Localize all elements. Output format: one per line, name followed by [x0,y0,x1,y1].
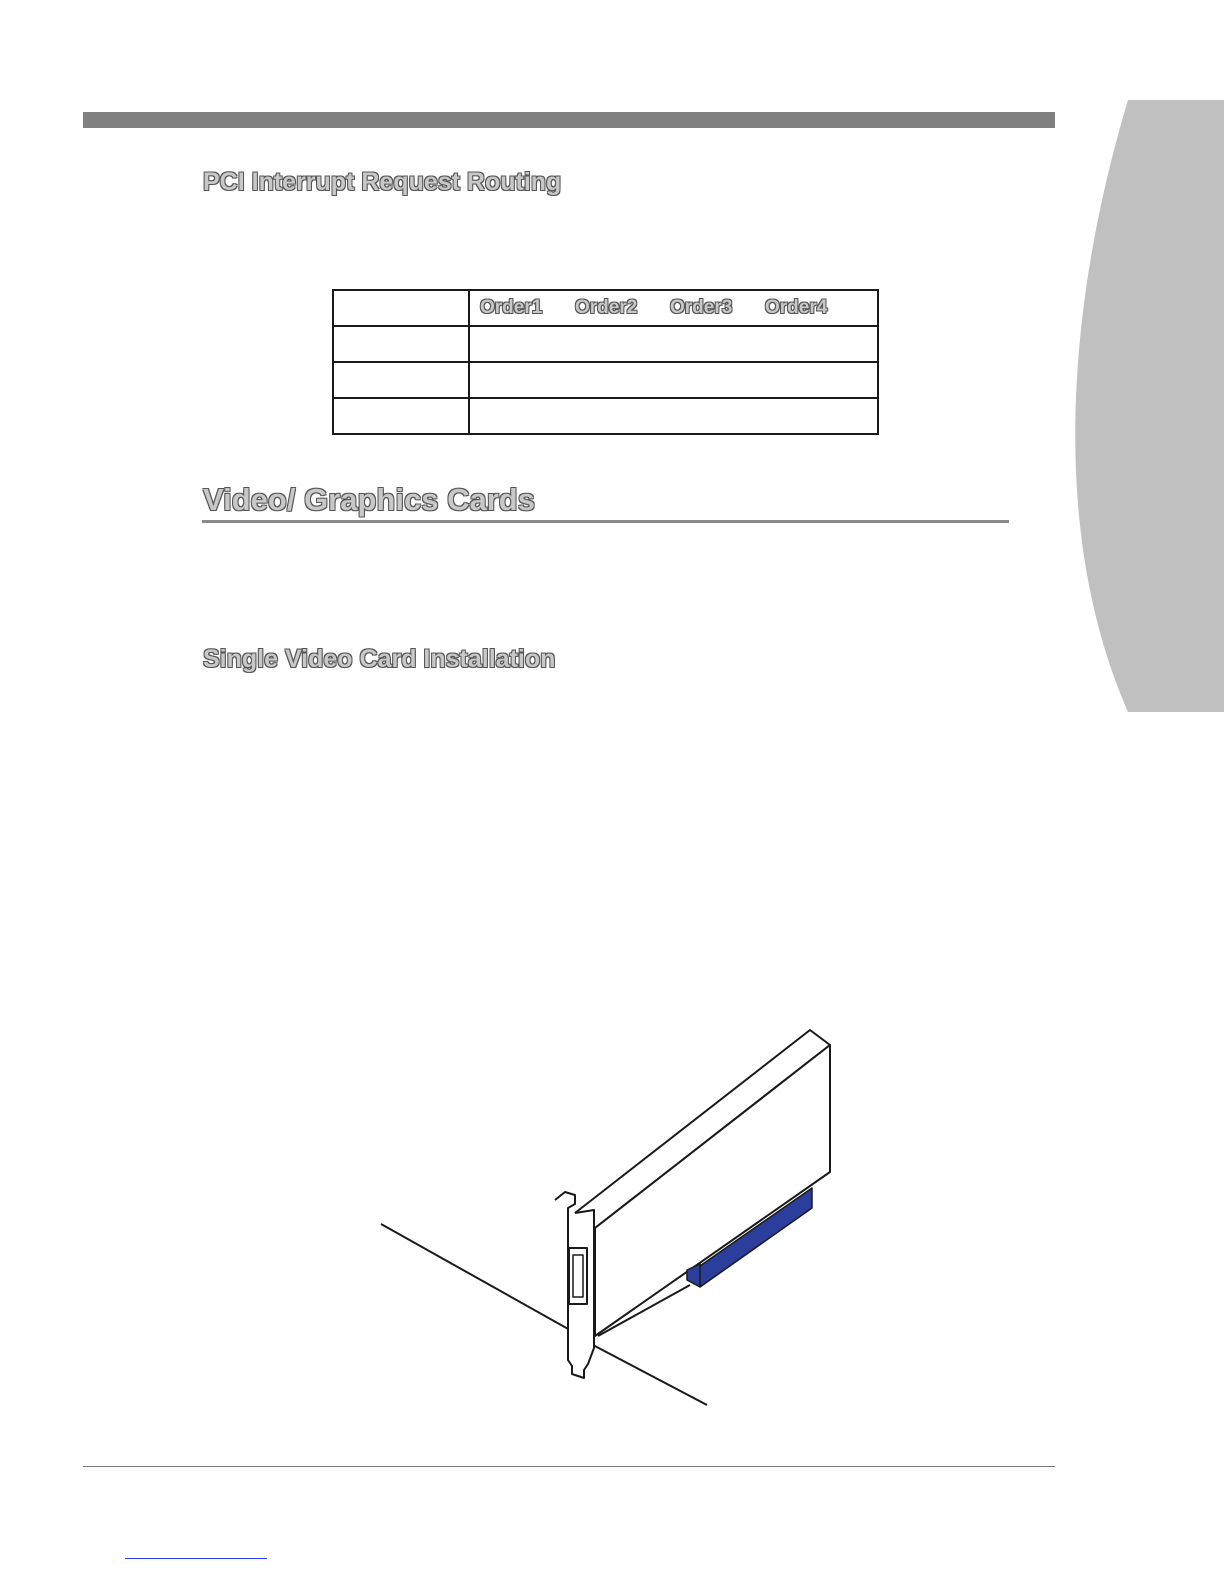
section-underline [202,520,1009,523]
chapter-side-tab [1058,100,1224,712]
row-value-cell [469,326,878,362]
table-row [333,362,878,398]
order3-label: Order3 [670,297,733,318]
order1-label: Order1 [480,297,543,318]
footer-link-underline [125,1558,267,1559]
row-value-cell [469,398,878,434]
single-video-card-heading: Single Video Card Installation [203,645,556,673]
graphics-card-illustration [370,1020,840,1415]
footer-rule [83,1466,1055,1467]
table-row [333,326,878,362]
order2-label: Order2 [575,297,638,318]
irq-routing-table [332,289,879,435]
row-value-cell [469,362,878,398]
video-graphics-cards-heading: Video/ Graphics Cards [203,482,535,517]
pci-irq-routing-heading: PCI Interrupt Request Routing [203,168,562,196]
top-header-bar [83,112,1055,128]
order-header-cell [469,290,878,326]
row-label-cell [333,398,469,434]
order4-label: Order4 [765,297,828,318]
row-label-cell [333,326,469,362]
table-corner-cell [333,290,469,326]
table-row [333,398,878,434]
table-header-row [333,290,878,326]
row-label-cell [333,362,469,398]
